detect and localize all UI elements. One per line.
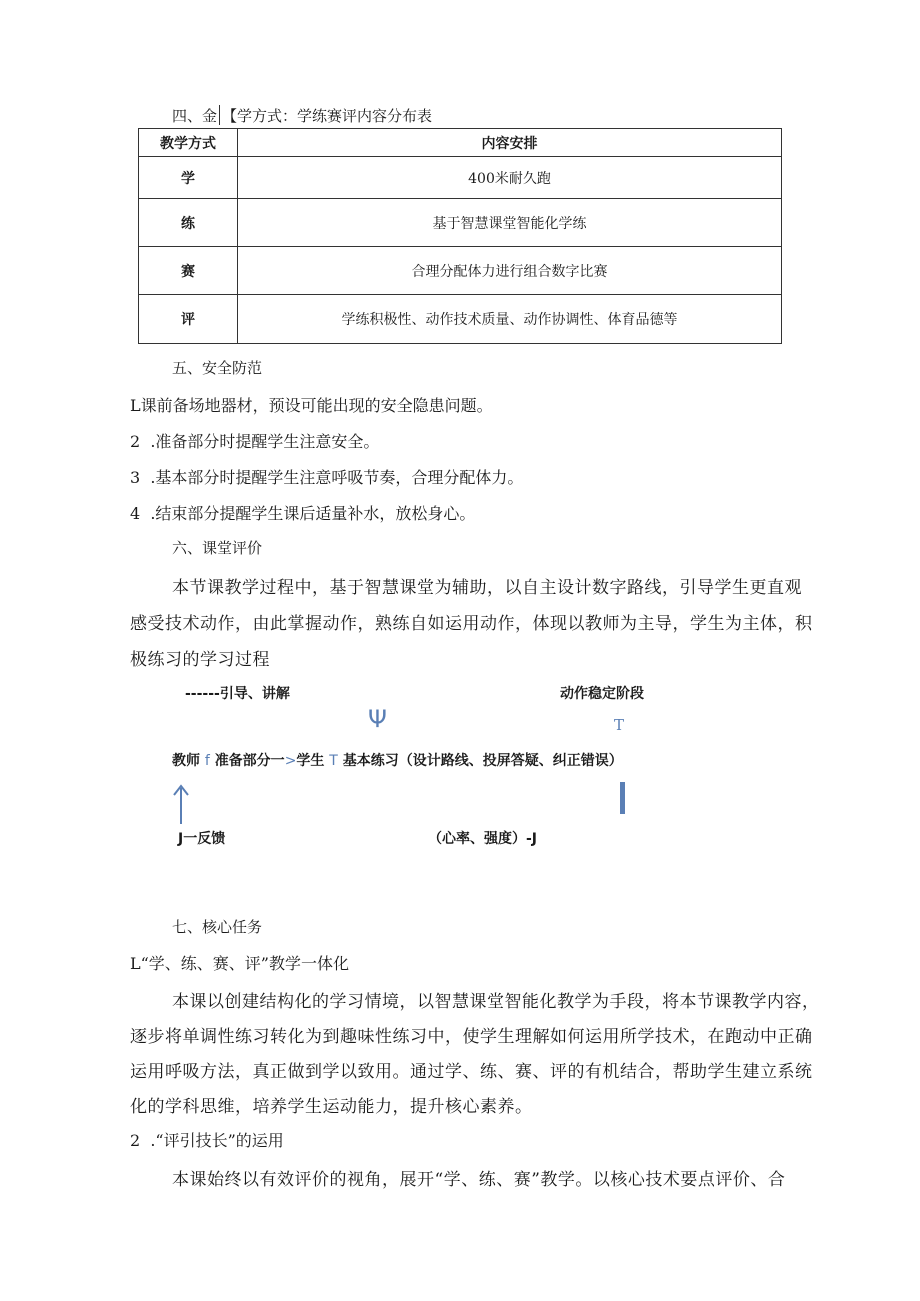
safety-item: 3 .基本部分时提醒学生注意呼吸节奏，合理分配体力。: [130, 468, 524, 487]
core-task-subtitle: L“学、练、赛、评”教学一体化: [130, 954, 349, 973]
section-5-title: 五、安全防范: [172, 359, 263, 377]
stable-stage-label: 动作稳定阶段: [560, 686, 644, 702]
table-row: [139, 295, 782, 344]
safety-item: L课前备场地器材，预设可能出现的安全隐患问题。: [130, 396, 493, 415]
table-cell-content: 400米耐久跑: [238, 157, 782, 199]
flow-t-marker: T: [329, 753, 338, 769]
table-row: [139, 199, 782, 247]
core-task-paragraph-line: 本课以创建结构化的学习情境，以智慧课堂智能化教学为手段，将本节课教学内容，: [172, 992, 820, 1012]
vertical-bar-icon: [620, 782, 625, 814]
table-row: [139, 247, 782, 295]
table-cell-method: 学: [139, 157, 238, 199]
flow-student: 学生: [296, 753, 325, 769]
section-7-title: 七、核心任务: [172, 918, 263, 936]
table-cell-method: 评: [139, 295, 238, 344]
distribution-table: [138, 128, 782, 344]
core-task-paragraph-line: 化的学科思维，培养学生运动能力，提升核心素养。: [130, 1097, 533, 1117]
table-cell-method: 练: [139, 199, 238, 247]
safety-item: 4 .结束部分提醒学生课后适量补水，放松身心。: [130, 504, 476, 523]
core-task-subtitle: 2 .“评引技长”的运用: [130, 1131, 284, 1150]
table-cell-content: 合理分配体力进行组合数字比赛: [238, 247, 782, 295]
flow-f-marker: f: [204, 753, 210, 769]
core-task-paragraph-line: 运用呼吸方法，真正做到学以致用。通过学、练、赛、评的有机结合，帮助学生建立系统: [130, 1062, 813, 1082]
heart-rate-label: （心率、强度）-J: [428, 831, 538, 847]
title-divider: [219, 105, 220, 125]
evaluation-paragraph-line: 极练习的学习过程: [130, 650, 270, 670]
guide-label: ------引导、讲解: [185, 686, 290, 702]
table-header-method: 教学方式: [139, 129, 238, 157]
table-cell-method: 赛: [139, 247, 238, 295]
section-6-title: 六、课堂评价: [172, 539, 263, 557]
section-4-title-rest: 【学方式：学练赛评内容分布表: [222, 107, 433, 125]
table-cell-content: 基于智慧课堂智能化学练: [238, 199, 782, 247]
fork-arrow-icon: Ψ: [368, 705, 387, 733]
flow-teacher: 教师: [172, 753, 200, 769]
table-header-content: 内容安排: [238, 129, 782, 157]
t-marker-icon: T: [614, 716, 625, 734]
flow-arrow-icon: >: [284, 753, 297, 769]
table-row: [139, 157, 782, 199]
section-4-title: [172, 105, 432, 126]
flow-basic-practice: 基本练习（设计路线、投屏答疑、纠正错误）: [342, 753, 623, 769]
up-arrow-icon: [170, 782, 194, 826]
feedback-label: J一反馈: [178, 831, 226, 847]
section-4-title-prefix: 四、金: [172, 107, 218, 125]
evaluation-paragraph-line: 本节课教学过程中，基于智慧课堂为辅助，以自主设计数字路线，引导学生更直观: [172, 578, 802, 598]
table-header-row: [139, 129, 782, 157]
table-cell-content: 学练积极性、动作技术质量、动作协调性、体育品德等: [238, 295, 782, 344]
core-task-paragraph-line: 本课始终以有效评价的视角，展开“学、练、赛”教学。以核心技术要点评价、合: [172, 1170, 786, 1190]
safety-item: 2 .准备部分时提醒学生注意安全。: [130, 432, 380, 451]
evaluation-paragraph-line: 感受技术动作，由此掌握动作，熟练自如运用动作，体现以教师为主导，学生为主体，积: [130, 614, 813, 634]
flow-prep: 准备部分一: [214, 753, 285, 769]
core-task-paragraph-line: 逐步将单调性练习转化为到趣味性练习中，使学生理解如何运用所学技术，在跑动中正确: [130, 1027, 813, 1047]
flow-main-line: [172, 750, 623, 770]
